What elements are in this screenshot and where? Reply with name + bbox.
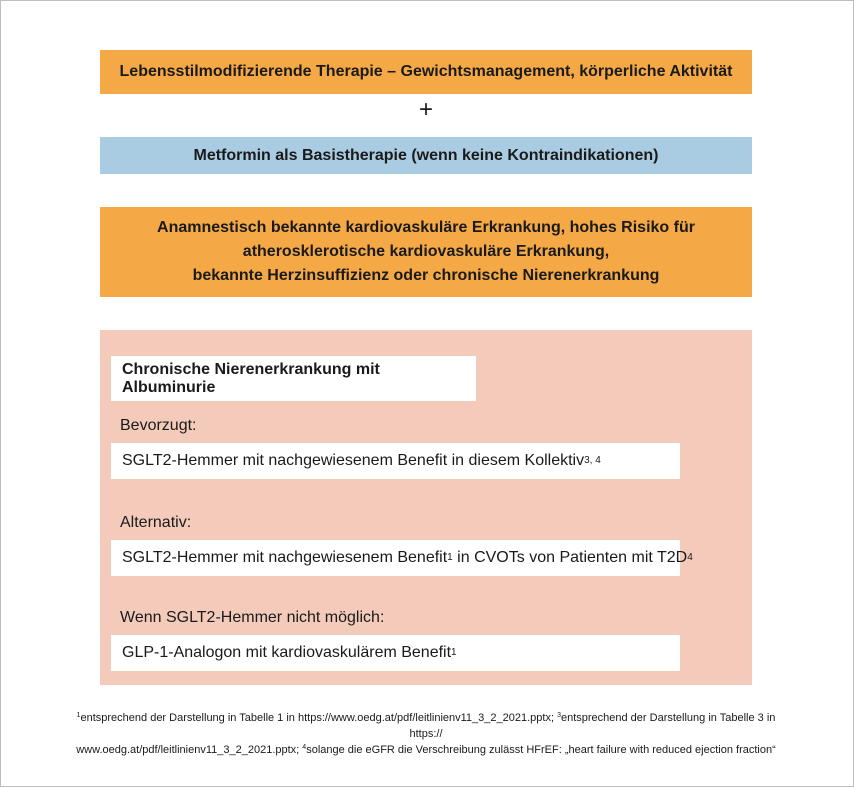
fallback-text: GLP-1-Analogon mit kardiovaskulärem Benefit (122, 644, 452, 661)
alternative-text-a: SGLT2-Hemmer mit nachgewiesenem Benefit (122, 549, 448, 566)
footnote-part-3: www.oedg.at/pdf/leitlinienv11_3_2_2021.pptx; (76, 744, 303, 756)
metformin-text: Metformin als Basistherapie (wenn keine Kontraindikationen) (193, 146, 659, 164)
risk-line-1: Anamnestisch bekannte kardiovaskuläre Erkrankung, hohes Risiko für (157, 219, 695, 236)
footnote-part-1: entsprechend der Darstellung in Tabelle 1 in https://www.oedg.at/pdf/leitlinienv11_3_2_2021.pptx; (80, 712, 558, 724)
plus-sign: + (418, 96, 433, 123)
alternative-label: Alternativ: (120, 514, 192, 531)
footnote-ref-4: 4 (302, 744, 307, 751)
preferred-label: Bevorzugt: (120, 417, 197, 434)
ckd-title-box (111, 356, 476, 401)
cardiovascular-risk-box (100, 207, 752, 297)
footnote-part-4: solange die eGFR die Verschreibung zulässt HFrEF: „heart failure with reduced ejection fraction“ (306, 744, 776, 756)
fallback-box: GLP-1-Analogon mit kardiovaskulärem Benefit 1 (111, 635, 680, 671)
footnote-part-2: entsprechend der Darstellung in Tabelle 3 in https:// (409, 712, 776, 740)
alternative-box: SGLT2-Hemmer mit nachgewiesenem Benefit 1 in CVOTs von Patienten mit T2D 4 (111, 540, 680, 576)
preferred-box: SGLT2-Hemmer mit nachgewiesenem Benefit in diesem Kollektiv 3, 4 (111, 443, 680, 479)
footnote-ref-1: 1 (76, 712, 81, 719)
lifestyle-therapy-text: Lebensstilmodifizierende Therapie – Gewichtsmanagement, körperliche Aktivität (119, 63, 733, 80)
preferred-text: SGLT2-Hemmer mit nachgewiesenem Benefit in diesem Kollektiv (122, 452, 585, 469)
ckd-panel (100, 330, 752, 685)
risk-line-3: bekannte Herzinsuffizienz oder chronische Nierenerkrankung (192, 267, 660, 284)
lifestyle-therapy-box (100, 50, 752, 94)
metformin-box (100, 137, 752, 174)
fallback-label: Wenn SGLT2-Hemmer nicht möglich: (120, 609, 385, 626)
ckd-title: Chronische Nierenerkrankung mit Albuminurie (122, 360, 380, 396)
alternative-text-b: in CVOTs von Patienten mit T2D (452, 549, 688, 566)
risk-line-2: atherosklerotische kardiovaskuläre Erkrankung, (242, 243, 610, 260)
footnote-ref-3: 3 (557, 712, 561, 719)
footnote (70, 710, 782, 758)
